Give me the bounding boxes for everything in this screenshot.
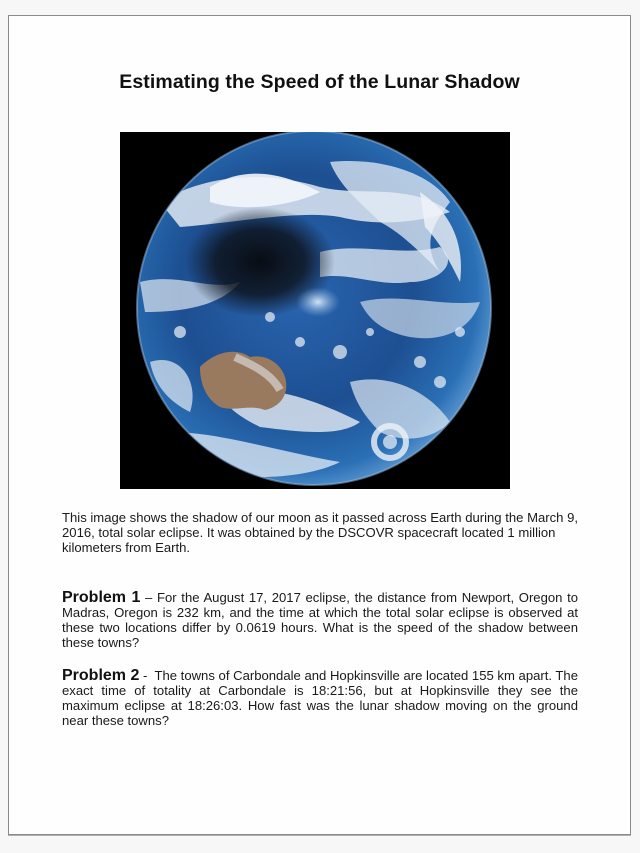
page-title: Estimating the Speed of the Lunar Shadow	[119, 71, 520, 93]
earth-globe-graphic	[120, 132, 510, 489]
problem-2-text: The towns of Carbondale and Hopkinsville are located 155 km apart. The exact time of totality at Carbondale is 18:21:56, but at Hopkinsville they see the maximum eclipse at 18:26:03. How fast was the lunar shadow moving on the ground near these towns?	[62, 668, 578, 728]
problem-2-separator: -	[139, 668, 155, 683]
problem-1-separator: –	[140, 590, 157, 605]
document-page	[8, 15, 631, 835]
image-caption: This image shows the shadow of our moon as it passed across Earth during the March 9, 2016, total solar eclipse. It was obtained by the DSCOVR spacecraft located 1 million kilometers from Earth.	[62, 510, 579, 555]
problem-2	[62, 668, 578, 728]
problem-1-label: Problem 1	[62, 589, 141, 606]
problem-1	[62, 590, 578, 650]
problem-2-label: Problem 2	[62, 667, 140, 684]
earth-eclipse-image	[120, 132, 510, 489]
problem-1-text: For the August 17, 2017 eclipse, the distance from Newport, Oregon to Madras, Oregon is 232 km, and the time at which the total solar eclipse is observed at these two locations differ by 0.0619 hours. What is the speed of the shadow between these towns?	[62, 590, 579, 650]
